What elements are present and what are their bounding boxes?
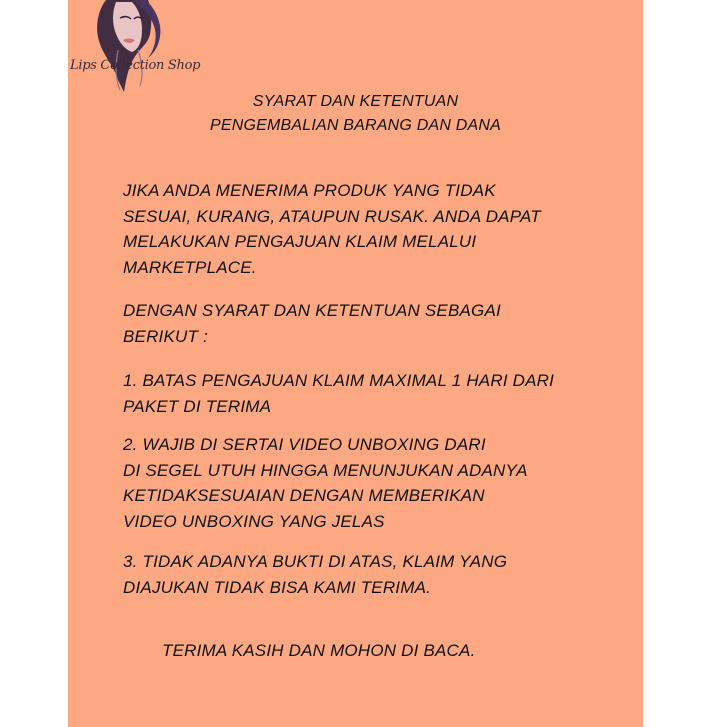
rule-2-line: VIDEO UNBOXING YANG JELAS <box>123 511 385 531</box>
rule-1-line: 1. BATAS PENGAJUAN KLAIM MAXIMAL 1 HARI DARI <box>123 371 555 390</box>
intro-line: JIKA ANDA MENERIMA PRODUK YANG TIDAK <box>123 181 496 200</box>
rule-3-line: 3. TIDAK ADANYA BUKTI DI ATAS, KLAIM YANG <box>123 552 508 571</box>
rule-3-line: DIAJUKAN TIDAK BISA KAMI TERIMA. <box>123 577 432 597</box>
intro-paragraph <box>123 178 638 280</box>
intro-line: MARKETPLACE. <box>123 257 257 277</box>
rule-2-line: KETIDAKSESUAIAN DENGAN MEMBERIKAN <box>123 486 485 505</box>
rule-2-paragraph <box>123 432 638 534</box>
closing-text: TERIMA KASIH DAN MOHON DI BACA. <box>162 641 476 660</box>
conditions-line: BERIKUT : <box>123 326 208 346</box>
shop-logo-text: Lips Collection Shop <box>70 58 201 73</box>
rule-2-line: DI SEGEL UTUH HINGGA MENUNJUKAN ADANYA <box>123 460 528 480</box>
conditions-line: DENGAN SYARAT DAN KETENTUAN SEBAGAI <box>123 301 501 320</box>
intro-line: MELAKUKAN PENGAJUAN KLAIM MELALUI <box>123 232 477 251</box>
woman-face-icon <box>68 0 208 95</box>
shop-logo <box>68 0 208 95</box>
rule-1-paragraph <box>123 368 638 419</box>
rule-3-paragraph <box>123 549 638 600</box>
document-title-line-1: SYARAT DAN KETENTUAN <box>252 93 459 110</box>
rule-2-line: 2. WAJIB DI SERTAI VIDEO UNBOXING DARI <box>123 435 486 454</box>
rule-1-line: PAKET DI TERIMA <box>123 396 272 416</box>
intro-line: SESUAI, KURANG, ATAUPUN RUSAK. ANDA DAPAT <box>123 206 541 226</box>
document-title-line-2: PENGEMBALIAN BARANG DAN DANA <box>210 117 501 134</box>
conditions-paragraph <box>123 298 638 349</box>
document-panel <box>68 0 643 727</box>
